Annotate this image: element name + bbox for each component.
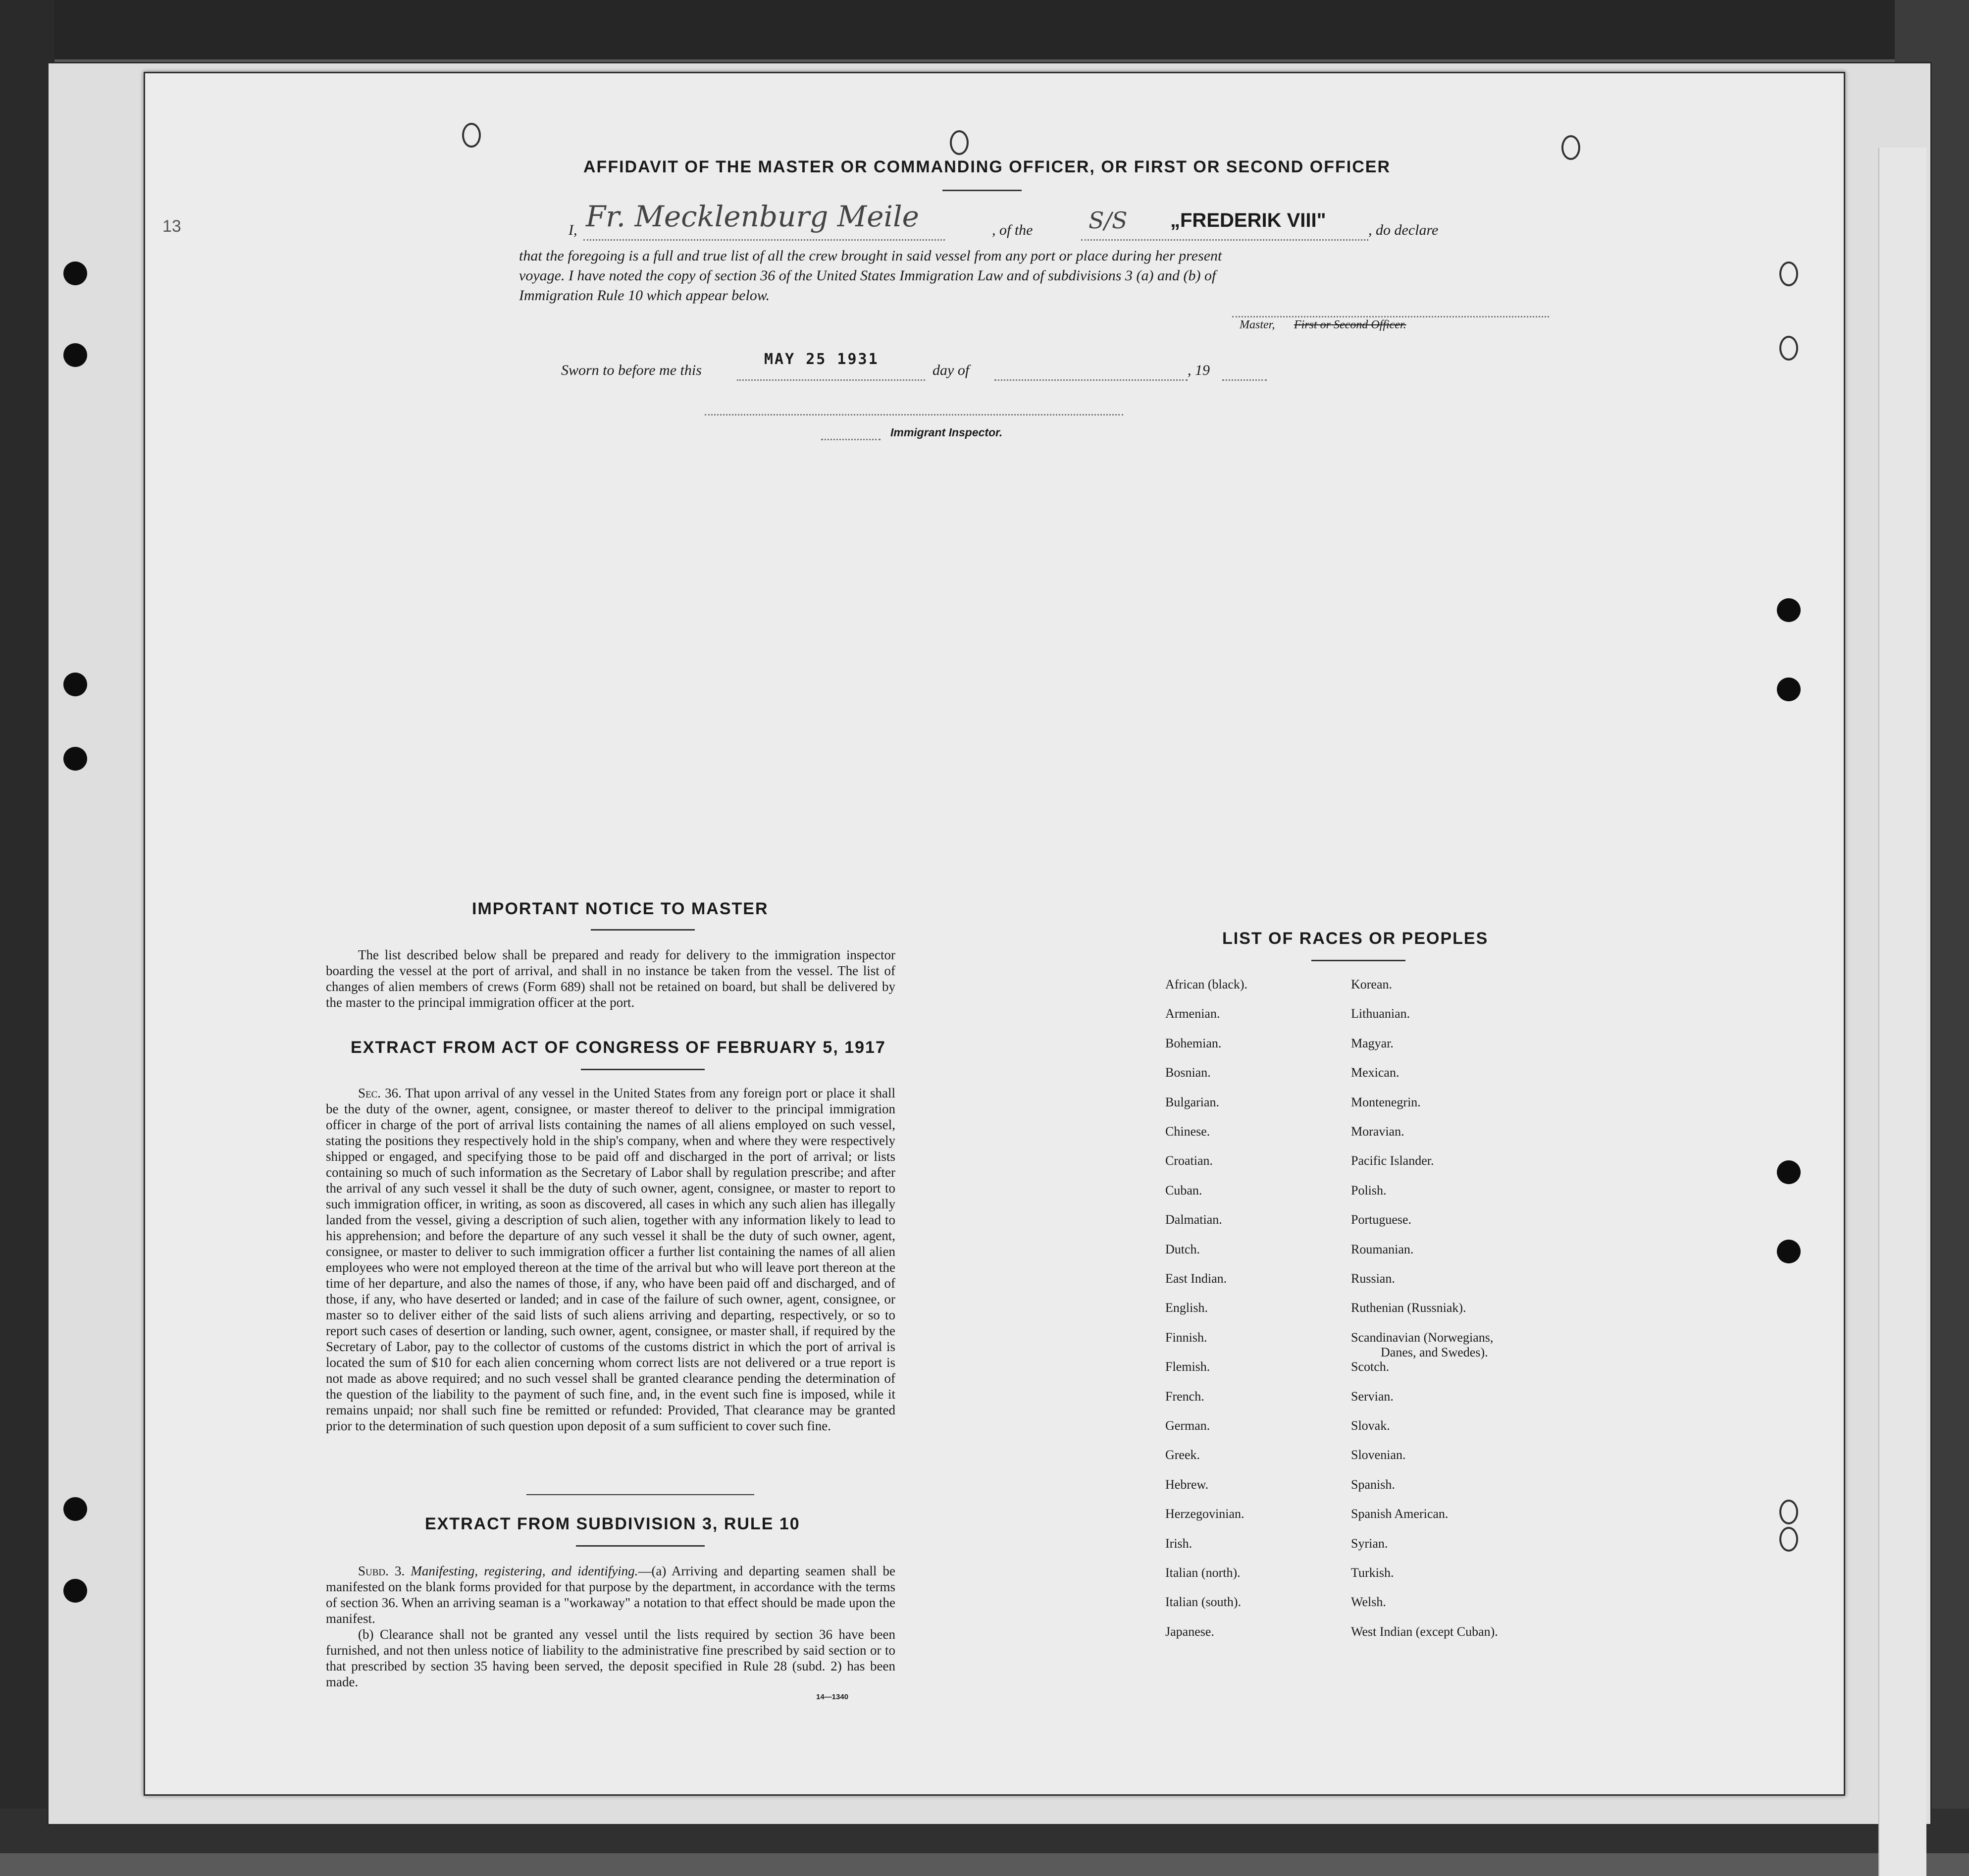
act-extract-title: EXTRACT FROM ACT OF CONGRESS OF FEBRUARY 5, 1917 xyxy=(351,1038,886,1057)
day-of-label: day of xyxy=(933,362,970,378)
race-item: Japanese. xyxy=(1165,1624,1214,1639)
race-item: German. xyxy=(1165,1418,1210,1433)
affidavit-body-line3: Immigration Rule 10 which appear below. xyxy=(519,287,770,304)
race-item: Flemish. xyxy=(1165,1359,1210,1374)
page-edge-stack xyxy=(1878,148,1926,1876)
sworn-date-line xyxy=(737,379,925,381)
race-item: African (black). xyxy=(1165,977,1248,991)
punch-hole-icon xyxy=(1779,336,1798,361)
race-item: Herzegovinian. xyxy=(1165,1507,1244,1521)
race-item: Dalmatian. xyxy=(1165,1212,1222,1227)
race-item: Slovak. xyxy=(1351,1418,1390,1433)
race-item: Scandinavian (Norwegians, xyxy=(1351,1330,1494,1345)
sec-36-text: 36. That upon arrival of any vessel in the United States from any foreign port or place it shall be the duty of the owner, agent, consignee, or master thereof to deliver to the principal immigration officer in charge of the port of arrival lists containing the names of all aliens employed on such vessel, stating the positions they respectively hold in the ship's company, when and where they were respectively shipped or engaged, and specifying those to be paid off and discharged in the port of arrival; or lists containing so much of such information as the Secretary of Labor shall by regulation prescribe; and after the arrival of any such vessel it shall be the duty of such owner, agent, consignee, or master to report to such immigration officer, in writing, as soon as discovered, all cases in which any such alien has illegally landed from the vessel, giving a description of such alien, together with any information likely to lead to his apprehension; and before the departure of any such vessel it shall be the duty of such owner, agent, consignee, or master to deliver to such immigration officer a further list containing the names of all alien employees who were not employed thereon at the time of the arrival but who will leave port thereon at the time of her departure, and also the names of those, if any, who have been paid off and discharged, and of those, if any, who have deserted or landed; and in case of the failure of such owner, agent, consignee, or master so to deliver either of the said lists of such aliens arriving and departing, respectively, or so to report such cases of desertion or landing, such owner, agent, consignee, or master shall, if required by the Secretary of Labor, pay to the collector of customs of the customs district in which the port of arrival is located the sum of $10 for each alien concerning whom correct lists are not delivered or a true report is not made as above required; and no such vessel shall be granted clearance pending the determination of the question of the liability to the payment of such fine, and, in the event such fine is imposed, while it remains unpaid; nor shall such fine be remitted or refunded: Provided, That clearance may be granted prior to the determination of such question upon deposit of a sum sufficient to cover such fine. xyxy=(326,1086,895,1433)
notice-rule xyxy=(591,929,695,931)
race-item: Moravian. xyxy=(1351,1124,1404,1139)
margin-mark: 13 xyxy=(162,217,181,236)
punch-hole-icon xyxy=(462,123,481,148)
race-item: Bulgarian. xyxy=(1165,1094,1220,1109)
race-item: Croatian. xyxy=(1165,1153,1213,1168)
rule-extract-text-b: (b) Clearance shall not be granted any vessel until the lists required by section 36 have been furnished, and not then unless notice of liability to the administrative fine prescribed by said section or to that prescribed by section 35 having been served, the deposit specified in Rule 28 (subd. 2) has been made. xyxy=(326,1627,895,1689)
scan-backdrop-top xyxy=(0,0,1969,59)
punch-hole-icon xyxy=(1561,135,1580,160)
act-extract-text xyxy=(326,1085,895,1434)
binder-hole-icon xyxy=(63,1579,87,1603)
vessel-line xyxy=(1081,239,1368,241)
race-item: Finnish. xyxy=(1165,1330,1207,1345)
form-number: 14—1340 xyxy=(816,1693,849,1701)
act-extract-end-rule xyxy=(526,1494,754,1495)
race-item: Montenegrin. xyxy=(1351,1094,1421,1109)
inspector-line-1 xyxy=(705,414,1123,416)
binder-hole-icon xyxy=(63,261,87,285)
rule-extract-title: EXTRACT FROM SUBDIVISION 3, RULE 10 xyxy=(425,1514,800,1533)
races-rule xyxy=(1311,960,1405,961)
vessel-prefix: S/S xyxy=(1088,207,1128,234)
inspector-line-2 xyxy=(821,439,881,440)
binder-hole-icon xyxy=(63,1497,87,1521)
race-item: Ruthenian (Russniak). xyxy=(1351,1301,1466,1315)
notice-title: IMPORTANT NOTICE TO MASTER xyxy=(472,899,769,918)
race-item: Spanish. xyxy=(1351,1477,1395,1492)
punch-hole-icon xyxy=(1779,261,1798,286)
affidavit-title: AFFIDAVIT OF THE MASTER OR COMMANDING OFFICER, OR FIRST OR SECOND OFFICER xyxy=(583,157,1391,176)
race-item: Magyar. xyxy=(1351,1036,1394,1050)
race-item: Scotch. xyxy=(1351,1359,1390,1374)
race-item: French. xyxy=(1165,1389,1204,1404)
punch-hole-icon xyxy=(1779,1527,1798,1552)
race-item: Portuguese. xyxy=(1351,1212,1412,1227)
race-item: Slovenian. xyxy=(1351,1448,1406,1462)
race-item: Cuban. xyxy=(1165,1183,1202,1198)
binder-hole-icon xyxy=(63,747,87,771)
race-item: Korean. xyxy=(1351,977,1393,991)
signature-line xyxy=(583,239,945,241)
binder-hole-icon xyxy=(1777,677,1801,701)
race-item: Welsh. xyxy=(1351,1595,1386,1610)
binder-hole-icon xyxy=(1777,1240,1801,1263)
race-item: Russian. xyxy=(1351,1271,1395,1286)
race-item: Dutch. xyxy=(1165,1242,1200,1256)
date-stamp: MAY 25 1931 xyxy=(764,351,879,368)
race-item: Turkish. xyxy=(1351,1565,1394,1580)
do-declare-label: , do declare xyxy=(1368,222,1439,238)
affidavit-i-label: I, xyxy=(569,222,577,238)
race-item: Hebrew. xyxy=(1165,1477,1209,1492)
master-struck-label: First or Second Officer. xyxy=(1294,318,1406,331)
affidavit-body-line1: that the foregoing is a full and true list of all the crew brought in said vessel from any port or place during her present xyxy=(519,248,1222,264)
rule-extract-text-a xyxy=(326,1563,895,1626)
master-label: Master, xyxy=(1240,318,1275,331)
binder-hole-icon xyxy=(63,343,87,367)
scan-backdrop-left xyxy=(0,0,54,1853)
race-item: Mexican. xyxy=(1351,1065,1399,1080)
punch-hole-icon xyxy=(950,130,969,155)
year-line xyxy=(1222,379,1267,381)
binder-hole-icon xyxy=(1777,598,1801,622)
act-extract-rule xyxy=(581,1069,705,1070)
race-item: Bohemian. xyxy=(1165,1036,1222,1050)
binder-hole-icon xyxy=(1777,1160,1801,1184)
sworn-label: Sworn to before me this xyxy=(561,362,702,378)
year-prefix: , 19 xyxy=(1188,362,1210,378)
race-item: Syrian. xyxy=(1351,1536,1388,1551)
race-item: Spanish American. xyxy=(1351,1507,1449,1521)
title-rule xyxy=(942,190,1022,191)
race-item: Servian. xyxy=(1351,1389,1394,1404)
race-item: Polish. xyxy=(1351,1183,1387,1198)
subd-heading: Manifesting, registering, and identifying. xyxy=(411,1563,638,1578)
vessel-name: „FREDERIK VIII" xyxy=(1170,209,1326,231)
race-item: Danes, and Swedes). xyxy=(1381,1345,1488,1359)
subd-text-a: —(a) Arriving and departing seamen shall be manifested on the blank forms provided for that purpose by the department, in accordance with the terms of section 36. When an arriving seaman is a "workaway" a notation to that effect should be made upon the manifest. xyxy=(326,1563,895,1626)
punch-hole-icon xyxy=(1779,1500,1798,1524)
race-item: Italian (south). xyxy=(1165,1595,1242,1610)
race-item: Greek. xyxy=(1165,1448,1200,1462)
subd-label: Subd. 3. xyxy=(358,1563,405,1578)
rule-extract-rule xyxy=(576,1545,705,1547)
race-item: West Indian (except Cuban). xyxy=(1351,1624,1498,1639)
notice-text: The list described below shall be prepared and ready for delivery to the immigration inspector boarding the vessel at the port of arrival, and shall in no instance be taken from the vessel. The list of changes of alien members of crews (Form 689) shall not be retained on board, but shall be delivered by the master to the principal immigration officer at the port. xyxy=(326,947,895,1010)
race-item: Lithuanian. xyxy=(1351,1006,1410,1021)
sec-label: Sec. xyxy=(358,1086,381,1100)
master-signature-line xyxy=(1232,316,1549,317)
race-item: Bosnian. xyxy=(1165,1065,1211,1080)
crew-list-page xyxy=(144,72,1845,1796)
races-title: LIST OF RACES OR PEOPLES xyxy=(1222,929,1489,948)
race-item: Chinese. xyxy=(1165,1124,1210,1139)
race-item: Roumanian. xyxy=(1351,1242,1414,1256)
race-item: Irish. xyxy=(1165,1536,1192,1551)
race-item: East Indian. xyxy=(1165,1271,1227,1286)
inspector-label: Immigrant Inspector. xyxy=(890,426,1003,439)
affidavit-body-line2: voyage. I have noted the copy of section 36 of the United States Immigration Law and of subdivisions 3 (a) and (b) of xyxy=(519,267,1216,284)
race-item: Italian (north). xyxy=(1165,1565,1241,1580)
race-item: Armenian. xyxy=(1165,1006,1220,1021)
month-line xyxy=(994,379,1188,381)
race-item: English. xyxy=(1165,1301,1208,1315)
of-the-label: , of the xyxy=(992,222,1033,238)
master-signature: Fr. Mecklenburg Meile xyxy=(586,200,919,233)
race-item: Pacific Islander. xyxy=(1351,1153,1434,1168)
